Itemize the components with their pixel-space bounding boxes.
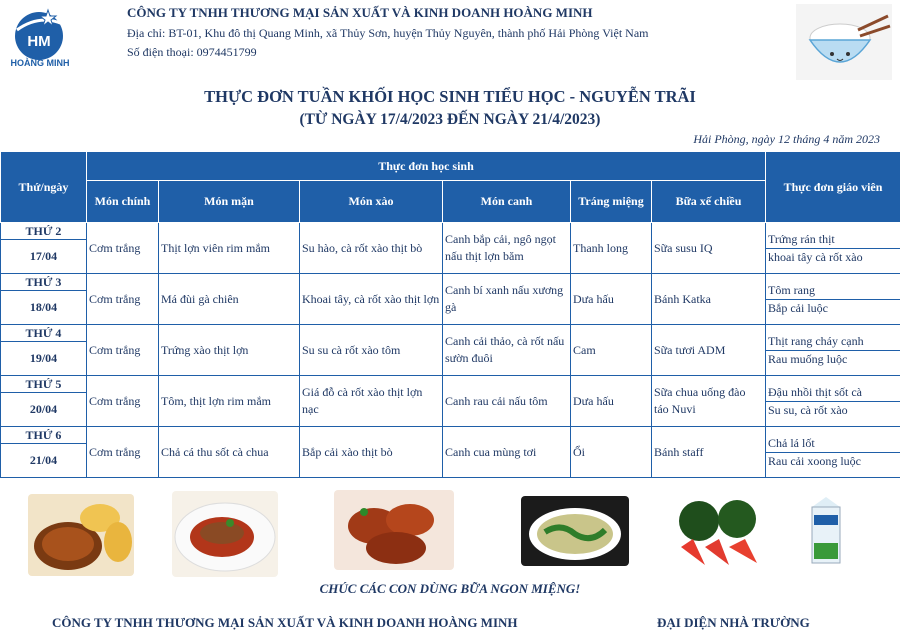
table-row bbox=[1, 376, 900, 427]
dessert: Dưa hấu bbox=[571, 274, 652, 325]
food-photo-braised-pork bbox=[334, 490, 454, 570]
company-address: Địa chỉ: BT-01, Khu đô thị Quang Minh, xã Thủy Sơn, huyện Thủy Nguyên, thành phố Hải Phòng Việt Nam bbox=[127, 26, 649, 40]
footer-company-signature: CÔNG TY TNHH THƯƠNG MẠI SẢN XUẤT VÀ KINH DOANH HOÀNG MINH bbox=[52, 615, 518, 630]
teacher-dish: khoai tây cà rốt xào bbox=[768, 249, 863, 264]
teacher-menu bbox=[766, 274, 900, 325]
table-row bbox=[1, 274, 900, 325]
logo-text: HOÀNG MINH bbox=[10, 58, 70, 68]
dessert: Thanh long bbox=[571, 223, 652, 274]
stir-fry-dish: Giá đỗ cà rốt xào thịt lợn nạc bbox=[300, 376, 443, 427]
day-name: THỨ 2 bbox=[1, 223, 86, 240]
main-dish: Cơm trắng bbox=[87, 274, 159, 325]
teacher-menu bbox=[766, 325, 900, 376]
savory-dish: Tôm, thịt lợn rim mắm bbox=[159, 376, 300, 427]
teacher-dish: Trứng rán thịt bbox=[766, 231, 900, 249]
svg-text:HM: HM bbox=[27, 33, 51, 50]
afternoon-snack: Sữa tươi ADM bbox=[652, 325, 766, 376]
teacher-dish: Thịt rang cháy cạnh bbox=[766, 333, 900, 351]
table-row bbox=[1, 427, 900, 478]
afternoon-snack: Bánh Katka bbox=[652, 274, 766, 325]
day-name: THỨ 3 bbox=[1, 274, 86, 291]
day-date: 17/04 bbox=[29, 249, 58, 263]
col-header-main: Món chính bbox=[87, 181, 159, 223]
closing-message: CHÚC CÁC CON DÙNG BỮA NGON MIỆNG! bbox=[319, 581, 581, 596]
stir-fry-dish: Bắp cải xào thịt bò bbox=[300, 427, 443, 478]
col-header-afternoon-snack: Bữa xế chiều bbox=[652, 181, 766, 223]
footer-school-representative: ĐẠI DIỆN NHÀ TRƯỜNG bbox=[657, 615, 810, 630]
soup-dish: Canh cua mùng tơi bbox=[443, 427, 571, 478]
col-header-teacher-menu: Thực đơn giáo viên bbox=[766, 152, 900, 223]
stir-fry-dish: Su su cà rốt xào tôm bbox=[300, 325, 443, 376]
soup-dish: Canh rau cải nấu tôm bbox=[443, 376, 571, 427]
day-cell bbox=[1, 223, 87, 274]
afternoon-snack: Bánh staff bbox=[652, 427, 766, 478]
afternoon-snack: Sữa susu IQ bbox=[652, 223, 766, 274]
food-photo-watermelon bbox=[675, 497, 763, 569]
soup-dish: Canh cải thảo, cà rốt nấu sườn đuôi bbox=[443, 325, 571, 376]
teacher-dish: Rau muống luộc bbox=[768, 351, 848, 366]
day-date: 20/04 bbox=[29, 402, 58, 416]
day-cell bbox=[1, 325, 87, 376]
teacher-dish: Bắp cải luộc bbox=[768, 300, 828, 315]
food-photo-stew-bread bbox=[28, 494, 134, 576]
day-cell bbox=[1, 274, 87, 325]
day-date: 21/04 bbox=[29, 453, 58, 467]
soup-dish: Canh bí xanh nấu xương gà bbox=[443, 274, 571, 325]
dessert: Cam bbox=[571, 325, 652, 376]
issue-dateline: Hải Phòng, ngày 12 tháng 4 năm 2023 bbox=[693, 132, 880, 146]
soup-dish: Canh bắp cải, ngô ngọt nấu thịt lợn băm bbox=[443, 223, 571, 274]
savory-dish: Chả cá thu sốt cà chua bbox=[159, 427, 300, 478]
stir-fry-dish: Khoai tây, cà rốt xào thịt lợn bbox=[300, 274, 443, 325]
company-phone: Số điện thoại: 0974451799 bbox=[127, 45, 257, 59]
food-photo-milk-carton bbox=[808, 495, 844, 567]
stir-fry-dish: Su hào, cà rốt xào thịt bò bbox=[300, 223, 443, 274]
main-dish: Cơm trắng bbox=[87, 325, 159, 376]
teacher-menu bbox=[766, 376, 900, 427]
day-cell bbox=[1, 427, 87, 478]
food-photo-fish-tomato bbox=[172, 491, 278, 577]
day-name: THỨ 5 bbox=[1, 376, 86, 393]
teacher-dish: Tôm rang bbox=[766, 282, 900, 300]
day-name: THỨ 6 bbox=[1, 427, 86, 444]
day-date: 19/04 bbox=[29, 351, 58, 365]
savory-dish: Trứng xào thịt lợn bbox=[159, 325, 300, 376]
table-row bbox=[1, 325, 900, 376]
main-dish: Cơm trắng bbox=[87, 427, 159, 478]
dessert: Ổi bbox=[571, 427, 652, 478]
teacher-dish: Rau cải xoong luộc bbox=[768, 453, 861, 468]
teacher-dish: Đậu nhồi thịt sốt cà bbox=[766, 384, 900, 402]
menu-date-range: (TỪ NGÀY 17/4/2023 ĐẾN NGÀY 21/4/2023) bbox=[299, 111, 601, 128]
weekly-menu-table bbox=[0, 151, 900, 478]
teacher-dish: Chả lá lốt bbox=[766, 435, 900, 453]
day-name: THỨ 4 bbox=[1, 325, 86, 342]
dessert: Dưa hấu bbox=[571, 376, 652, 427]
company-name: CÔNG TY TNHH THƯƠNG MẠI SẢN XUẤT VÀ KINH DOANH HOÀNG MINH bbox=[127, 5, 593, 20]
main-dish: Cơm trắng bbox=[87, 223, 159, 274]
col-header-dessert: Tráng miệng bbox=[571, 181, 652, 223]
col-header-xao: Món xào bbox=[300, 181, 443, 223]
main-dish: Cơm trắng bbox=[87, 376, 159, 427]
food-photo-vegetable-soup bbox=[521, 496, 629, 566]
savory-dish: Má đùi gà chiên bbox=[159, 274, 300, 325]
table-row bbox=[1, 223, 900, 274]
col-header-day: Thứ/ngày bbox=[1, 152, 87, 223]
teacher-menu bbox=[766, 427, 900, 478]
rice-bowl-illustration bbox=[796, 4, 892, 80]
day-cell bbox=[1, 376, 87, 427]
teacher-dish: Su su, cà rốt xào bbox=[768, 402, 848, 417]
menu-title: THỰC ĐƠN TUẦN KHỐI HỌC SINH TIỂU HỌC - NGUYỄN TRÃI bbox=[204, 87, 696, 106]
group-header-student-menu: Thực đơn học sinh bbox=[87, 152, 766, 181]
col-header-canh: Món canh bbox=[443, 181, 571, 223]
afternoon-snack: Sữa chua uống đào táo Nuvi bbox=[652, 376, 766, 427]
day-date: 18/04 bbox=[29, 300, 58, 314]
savory-dish: Thịt lợn viên rim mắm bbox=[159, 223, 300, 274]
col-header-man: Món mặn bbox=[159, 181, 300, 223]
teacher-menu bbox=[766, 223, 900, 274]
